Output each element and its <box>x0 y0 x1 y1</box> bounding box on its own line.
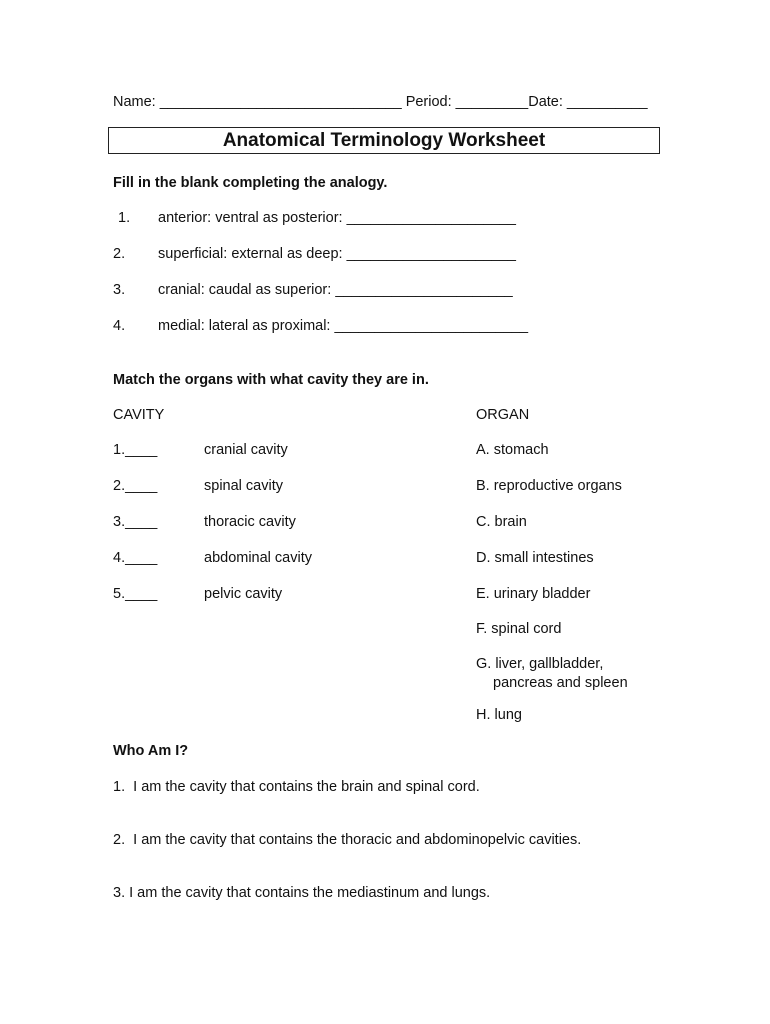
section3-heading: Who Am I? <box>113 743 189 759</box>
page-title: Anatomical Terminology Worksheet <box>108 127 660 154</box>
organ-option: H. lung <box>476 707 522 723</box>
organ-option: D. small intestines <box>476 550 594 566</box>
organ-option: E. urinary bladder <box>476 586 591 602</box>
analogy-item: cranial: caudal as superior: ______________________ <box>158 282 513 298</box>
cavity-blank: 5.____ <box>113 586 158 602</box>
section2-heading: Match the organs with what cavity they are in. <box>113 372 429 388</box>
organ-option: C. brain <box>476 514 527 530</box>
analogy-item: medial: lateral as proximal: ________________________ <box>158 318 529 334</box>
organ-option: F. spinal cord <box>476 621 562 637</box>
analogy-number: 1. <box>118 210 131 226</box>
analogy-number: 3. <box>113 282 126 298</box>
analogy-number: 2. <box>113 246 126 262</box>
cavity-name: pelvic cavity <box>204 586 283 602</box>
organ-option: A. stomach <box>476 442 549 458</box>
cavity-blank: 4.____ <box>113 550 158 566</box>
section1-heading: Fill in the blank completing the analogy. <box>113 175 388 191</box>
who-am-i-item: 1. I am the cavity that contains the brain and spinal cord. <box>113 779 480 795</box>
analogy-item: superficial: external as deep: _____________________ <box>158 246 516 262</box>
analogy-item: anterior: ventral as posterior: _____________________ <box>158 210 516 226</box>
who-am-i-item: 3. I am the cavity that contains the mediastinum and lungs. <box>113 885 491 901</box>
organ-column-header: ORGAN <box>476 407 530 423</box>
cavity-blank: 3.____ <box>113 514 158 530</box>
cavity-column-header: CAVITY <box>113 407 165 423</box>
cavity-name: spinal cavity <box>204 478 283 494</box>
organ-option: B. reproductive organs <box>476 478 622 494</box>
cavity-name: thoracic cavity <box>204 514 296 530</box>
who-am-i-item: 2. I am the cavity that contains the thoracic and abdominopelvic cavities. <box>113 832 582 848</box>
cavity-name: abdominal cavity <box>204 550 312 566</box>
organ-option: G. liver, gallbladder, <box>476 656 604 672</box>
header-line: Name: ______________________________ Period: _________Date: __________ <box>113 94 648 110</box>
analogy-number: 4. <box>113 318 126 334</box>
cavity-blank: 1.____ <box>113 442 158 458</box>
organ-option-continued: pancreas and spleen <box>493 675 628 691</box>
cavity-blank: 2.____ <box>113 478 158 494</box>
cavity-name: cranial cavity <box>204 442 288 458</box>
